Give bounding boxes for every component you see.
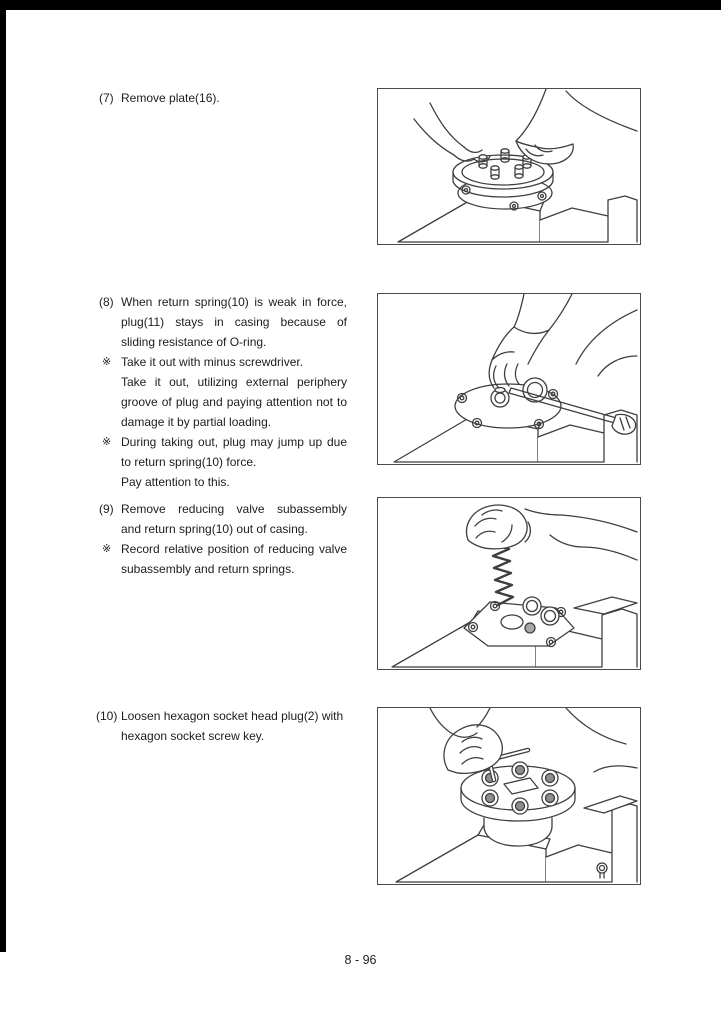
- figure-step8-frame: [377, 293, 641, 465]
- vice: [546, 796, 637, 882]
- step-7-text: Remove plate(16).: [121, 91, 220, 105]
- background-arm: [576, 310, 637, 376]
- step-8-note-text: Take it out with minus screwdriver.: [121, 355, 304, 369]
- step-10-text: Loosen hexagon socket head plug(2) with: [121, 709, 344, 723]
- figure-step9-illustration: [378, 498, 640, 669]
- casing-top-plate: [464, 597, 574, 647]
- step-8-note-text: to return spring(10) force.: [121, 455, 257, 469]
- figure-step7-illustration: [378, 89, 640, 244]
- step-8-text: plug(11) stays in casing because of: [121, 315, 347, 329]
- step-8-number: (8): [99, 295, 114, 309]
- figure-step10-illustration: [378, 708, 640, 884]
- reference-mark-icon: ※: [102, 436, 112, 448]
- page-number: 8 - 96: [344, 953, 377, 967]
- vice: [540, 196, 637, 242]
- step-9-text: Remove reducing valve subassembly: [121, 502, 347, 516]
- right-hand-and-arm: [516, 89, 637, 164]
- step-7-number: (7): [99, 91, 114, 105]
- step-7: [99, 88, 351, 108]
- hand-and-arm: [430, 708, 637, 773]
- figure-step10-frame: [377, 707, 641, 885]
- step-10-text: hexagon socket screw key.: [121, 729, 265, 743]
- step-8-text: When return spring(10) is weak in force,: [121, 295, 347, 309]
- step-8-note-text: groove of plug and paying attention not to: [121, 395, 347, 409]
- step-9-text: and return spring(10) out of casing.: [121, 522, 308, 536]
- scan-edge-left: [0, 0, 6, 952]
- figure-step7-frame: [377, 88, 641, 245]
- step-8-note-text: damage it by partial loading.: [121, 415, 272, 429]
- reference-mark-icon: ※: [102, 356, 112, 368]
- step-10: [96, 706, 351, 746]
- figure-step8-illustration: [378, 294, 640, 464]
- step-8: [99, 292, 351, 492]
- hand-and-arm: [489, 294, 572, 388]
- reference-mark-icon: ※: [102, 543, 112, 555]
- pump-casing: [396, 818, 552, 882]
- hand-and-arm: [467, 505, 637, 560]
- figure-step9-frame: [377, 497, 641, 670]
- step-8-note-text: During taking out, plug may jump up due: [121, 435, 347, 449]
- scan-edge-top: [0, 0, 721, 10]
- step-9-number: (9): [99, 502, 114, 516]
- step-9: [99, 499, 351, 579]
- step-9-note-text: Record relative position of reducing valve: [121, 542, 347, 556]
- return-spring: [492, 544, 513, 605]
- step-8-note-text: Take it out, utilizing external periphery: [121, 375, 347, 389]
- step-8-text: sliding resistance of O-ring.: [121, 335, 267, 349]
- step-10-number: (10): [96, 709, 118, 723]
- step-8-note-text: Pay attention to this.: [121, 475, 230, 489]
- step-9-note-text: subassembly and return springs.: [121, 562, 295, 576]
- left-hand: [414, 103, 490, 162]
